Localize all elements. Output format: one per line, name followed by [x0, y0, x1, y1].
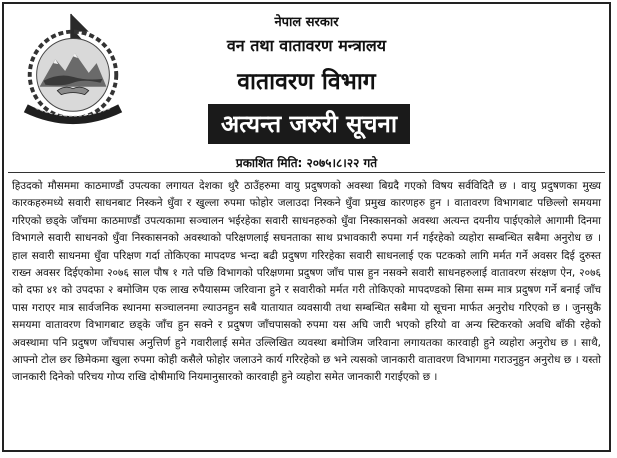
- notice-frame: [2, 2, 611, 452]
- notice-body: हिउदको मौसममा काठमाण्डौं उपत्यका लगायत देशका थुरै ठाउँहरुमा वायु प्रदुषणको अवस्था बिग्रदै गएको विषय सर्वविदितै छ । वायु प्रदुषणका मुख्य कारकहरुमध्ये सवारी साधनबाट निस्कने धुँवा र खुल्ला रुपमा फोहोर जलाउदा निस्कने धुँवा प्रमुख कारणहरु हुन । वातावरण विभागबाट पछिल्लो समयमा गरिएको छड्के जाँचमा काठमाण्डौं उपत्यकामा सञ्चालन भईरहेका सवारी साधनहरुको धुँवा निस्कासनको अवस्था अत्यन्त दयनीय पाईएकोले आगामी दिनमा विभागले सवारी साधनको धुँवा निस्कासनको अवस्थाको परिक्षणलाई सघनताका साथ प्रभावकारी रुपमा गर्न गईरहेको व्यहोरा सम्बन्धित सबैमा अनुरोध छ । हाल सवारी साधनमा धुँवा परिक्षण गर्दा तोकिएका मापदण्ड भन्दा बढी प्रदुषण गरिरहेका सवारी साधनलाई एक पटकको लागि मर्मत गर्ने अवसर दिई दुरुस्त राख्न अवसर दिईएकोमा २०७६ साल पौष १ गते पछि विभागको परिक्षणमा प्रदुषण जाँच पास हुन नसक्ने सवारी साधनहरुलाई वातावरण संरक्षण ऐन, २०७६ को दफा ४१ को उपदफा २ बमोजिम एक लाख रुपैयासम्म जरिवाना हुने र सवारीको मर्मत गरी तोकिएको मापदण्डको सिमा सम्म मात्र प्रदुषण गर्ने बनाई जाँच पास गराएर मात्र सार्वजनिक स्थानमा सञ्चालनमा ल्याउनहुन सबै यातायात व्यवसायी तथा सम्बन्धित सबैमा यो सूचना मार्फत अनुरोध गरिएको छ । जुनसुकै समयमा वातावरण विभागबाट छड्के जाँच हुन सक्ने र प्रदुषण जाँचपासको रुपमा यस अघि जारी भएको हरियो वा अन्य स्टिकरको अवधि बाँकी रहेको अवस्थामा पनि प्रदुषण जाँचपास अनुत्तिर्ण हुने गवारीलाई समेत उल्लिखित व्यवस्था बमोजिम जरिवाना लगायतका कारवाही हुने व्यहोरा अनुरोध छ । साथै, आफ्नो टोल छर छिमेकमा खुला रुपमा कोही कसैले फोहोर जलाउने कार्य गरिरहेको छ भने त्यसको जानकारी वातावरण विभागमा गराउनुहुन अनुरोध छ । यस्तो जानकारी दिनेको परिचय गोप्य राखि दोषीमाथि नियमानुसारको कारवाही हुने व्यहोरा समेत जानकारी गराईएको छ ।: [12, 180, 601, 384]
- divider: [8, 172, 605, 173]
- ministry-name: वन तथा वातावरण मन्त्रालय: [226, 36, 387, 55]
- notice-title-banner: अत्यन्त जरुरी सूचना: [208, 104, 410, 144]
- department-name: वातावरण विभाग: [237, 69, 376, 95]
- published-date: प्रकाशित मिति: २०७५।८।२२ गते: [235, 156, 378, 170]
- government-name: नेपाल सरकार: [274, 15, 339, 30]
